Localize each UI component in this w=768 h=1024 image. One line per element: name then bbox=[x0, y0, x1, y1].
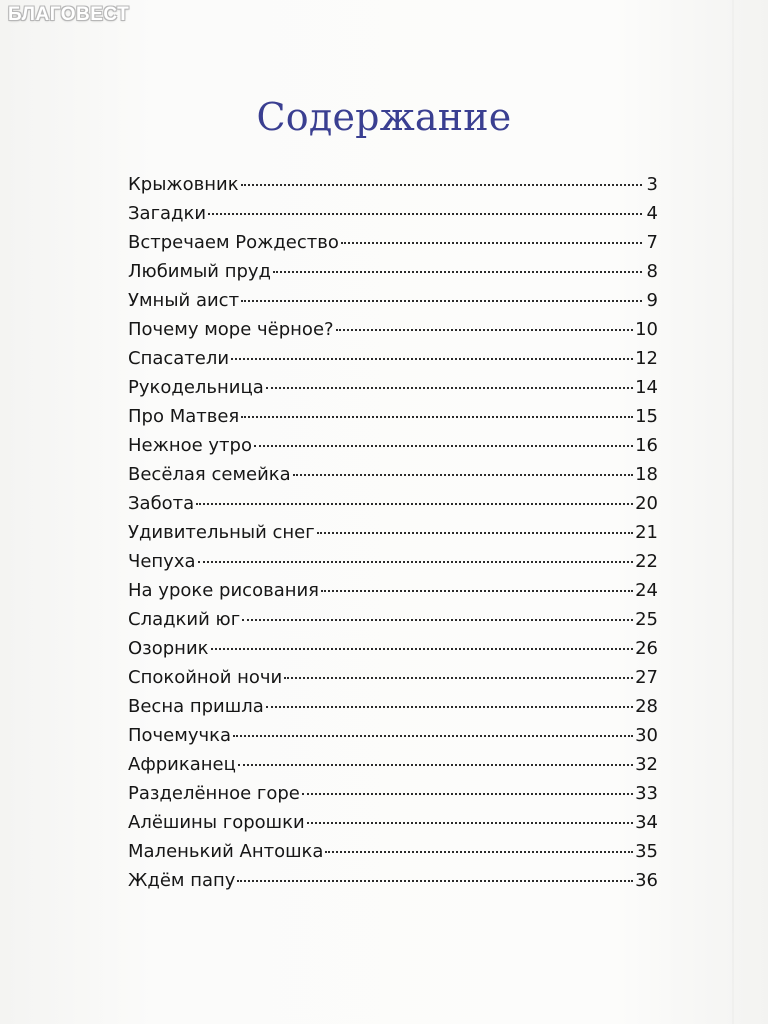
toc-entry-page: 21 bbox=[635, 522, 658, 543]
toc-entry bbox=[128, 431, 658, 460]
toc-entry-title: Спокойной ночи bbox=[128, 667, 283, 688]
toc-entry-page: 3 bbox=[646, 174, 658, 195]
toc-entry-title: Рукодельница bbox=[128, 377, 264, 398]
toc-entry-title: Ждём папу bbox=[128, 870, 236, 891]
toc-entry bbox=[128, 170, 658, 199]
dot-leader bbox=[233, 735, 633, 737]
dot-leader bbox=[317, 532, 633, 534]
toc-entry bbox=[128, 779, 658, 808]
toc-entry-page: 36 bbox=[635, 870, 658, 891]
toc-entry-page: 4 bbox=[646, 203, 658, 224]
toc-entry-page: 8 bbox=[646, 261, 658, 282]
dot-leader bbox=[198, 561, 634, 563]
toc-entry-title: Крыжовник bbox=[128, 174, 239, 195]
dot-leader bbox=[293, 474, 633, 476]
dot-leader bbox=[321, 590, 633, 592]
toc-entry bbox=[128, 489, 658, 518]
toc-entry-page: 34 bbox=[635, 812, 658, 833]
toc-entry-title: Весёлая семейка bbox=[128, 464, 291, 485]
toc-entry-title: Удивительный снег bbox=[128, 522, 315, 543]
toc-entry-page: 16 bbox=[635, 435, 658, 456]
dot-leader bbox=[341, 242, 642, 244]
toc-entry-page: 10 bbox=[635, 319, 658, 340]
dot-leader bbox=[238, 764, 633, 766]
dot-leader bbox=[266, 706, 633, 708]
toc-entry-title: Африканец bbox=[128, 754, 236, 775]
toc-entry-title: Спасатели bbox=[128, 348, 230, 369]
toc-entry-title: Весна пришла bbox=[128, 696, 264, 717]
dot-leader bbox=[241, 416, 633, 418]
toc-entry bbox=[128, 808, 658, 837]
toc-entry-page: 28 bbox=[635, 696, 658, 717]
toc-entry-title: Почему море чёрное? bbox=[128, 319, 334, 340]
toc-entry-page: 24 bbox=[635, 580, 658, 601]
toc-entry bbox=[128, 750, 658, 779]
toc-entry bbox=[128, 605, 658, 634]
toc-entry bbox=[128, 866, 658, 895]
dot-leader bbox=[266, 387, 633, 389]
toc-entry-page: 27 bbox=[635, 667, 658, 688]
toc-entry bbox=[128, 547, 658, 576]
dot-leader bbox=[196, 503, 633, 505]
page-title: Содержание bbox=[256, 95, 512, 139]
toc-entry-title: На уроке рисования bbox=[128, 580, 320, 601]
toc-entry-title: Разделённое горе bbox=[128, 783, 300, 804]
toc-entry-title: Любимый пруд bbox=[128, 261, 271, 282]
toc-entry bbox=[128, 315, 658, 344]
toc-entry bbox=[128, 402, 658, 431]
toc-entry-title: Нежное утро bbox=[128, 435, 252, 456]
toc-entry-title: Про Матвея bbox=[128, 406, 240, 427]
toc-entry-page: 7 bbox=[646, 232, 658, 253]
dot-leader bbox=[273, 271, 642, 273]
watermark-logo: БЛАГОВЕСТ bbox=[8, 4, 130, 25]
toc-entry-title: Умный аист bbox=[128, 290, 240, 311]
dot-leader bbox=[241, 184, 642, 186]
toc-entry-page: 25 bbox=[635, 609, 658, 630]
toc-entry-title: Озорник bbox=[128, 638, 209, 659]
toc-entry-title: Встречаем Рождество bbox=[128, 232, 339, 253]
toc-entry bbox=[128, 692, 658, 721]
dot-leader bbox=[208, 213, 642, 215]
toc-entry-title: Чепуха bbox=[128, 551, 196, 572]
toc-entry-page: 22 bbox=[635, 551, 658, 572]
toc-entry-page: 14 bbox=[635, 377, 658, 398]
toc-entry bbox=[128, 663, 658, 692]
toc-entry bbox=[128, 344, 658, 373]
dot-leader bbox=[336, 329, 634, 331]
dot-leader bbox=[237, 880, 633, 882]
dot-leader bbox=[242, 619, 633, 621]
dot-leader bbox=[325, 851, 633, 853]
toc-entry-page: 32 bbox=[635, 754, 658, 775]
page-edge bbox=[732, 0, 734, 1024]
toc-entry bbox=[128, 460, 658, 489]
dot-leader bbox=[231, 358, 633, 360]
toc-entry-page: 35 bbox=[635, 841, 658, 862]
toc-entry bbox=[128, 576, 658, 605]
toc-entry bbox=[128, 634, 658, 663]
toc-entry-title: Маленький Антошка bbox=[128, 841, 324, 862]
toc-entry-page: 15 bbox=[635, 406, 658, 427]
toc-entry bbox=[128, 228, 658, 257]
toc-entry-page: 9 bbox=[646, 290, 658, 311]
toc-entry-title: Почемучка bbox=[128, 725, 232, 746]
toc-entry bbox=[128, 518, 658, 547]
toc-entry bbox=[128, 286, 658, 315]
dot-leader bbox=[211, 648, 634, 650]
toc-entry-page: 33 bbox=[635, 783, 658, 804]
dot-leader bbox=[302, 793, 633, 795]
dot-leader bbox=[241, 300, 642, 302]
toc-entry bbox=[128, 257, 658, 286]
dot-leader bbox=[284, 677, 633, 679]
dot-leader bbox=[254, 445, 633, 447]
table-of-contents bbox=[128, 170, 658, 895]
toc-entry-title: Сладкий юг bbox=[128, 609, 241, 630]
toc-entry-page: 26 bbox=[635, 638, 658, 659]
toc-entry bbox=[128, 373, 658, 402]
toc-entry-page: 18 bbox=[635, 464, 658, 485]
toc-entry-title: Забота bbox=[128, 493, 195, 514]
toc-entry-title: Загадки bbox=[128, 203, 207, 224]
toc-entry-page: 20 bbox=[635, 493, 658, 514]
dot-leader bbox=[307, 822, 633, 824]
toc-entry bbox=[128, 837, 658, 866]
toc-entry-page: 12 bbox=[635, 348, 658, 369]
toc-entry bbox=[128, 721, 658, 750]
toc-entry bbox=[128, 199, 658, 228]
toc-entry-page: 30 bbox=[635, 725, 658, 746]
toc-entry-title: Алёшины горошки bbox=[128, 812, 305, 833]
